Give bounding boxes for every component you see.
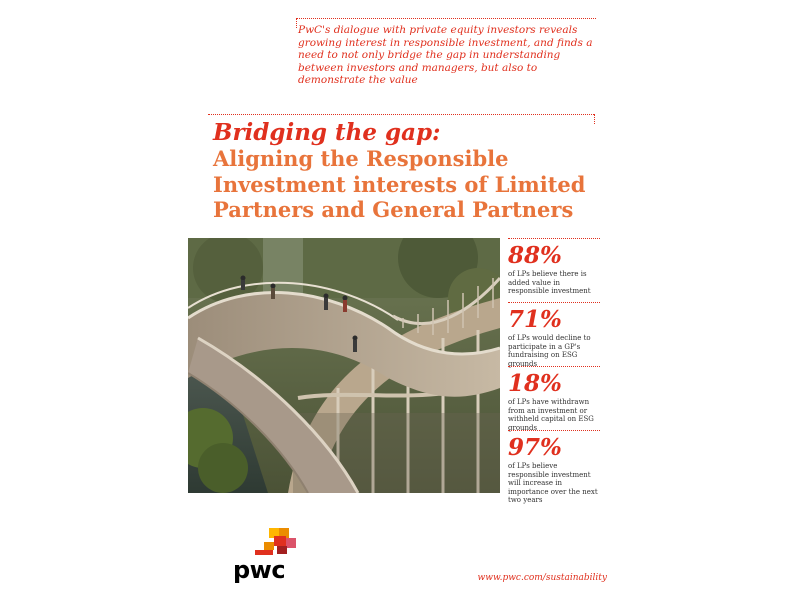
stat-value: 88%: [508, 242, 562, 269]
stat-description: of LPs believe there is added value in responsible investment: [508, 270, 591, 295]
stat-description: of LPs believe responsible investment will increase in importance over the next two years: [508, 462, 598, 504]
stat-description: of LPs would decline to participate in a GP's fundraising on ESG grounds: [508, 334, 591, 368]
logo-wordmark: pwc: [233, 556, 286, 584]
title-divider-tick: [594, 114, 595, 124]
intro-divider: [296, 18, 596, 19]
website-link[interactable]: www.pwc.com/sustainability: [477, 573, 607, 583]
page-subtitle: Aligning the Responsible Investment interests of Limited Partners and General Partners: [213, 146, 586, 222]
footbridge-illustration: [188, 238, 500, 493]
page-title: Bridging the gap:: [213, 119, 441, 146]
pwc-logo: [233, 528, 313, 588]
intro-divider-tick: [296, 18, 297, 28]
stat-block: [508, 366, 600, 432]
title-divider: [208, 114, 594, 115]
stat-block: [508, 302, 600, 368]
stat-description: of LPs have withdrawn from an investment or withheld capital on ESG grounds: [508, 398, 594, 432]
stat-block: [508, 238, 600, 296]
stat-value: 18%: [508, 370, 562, 397]
report-cover: [185, 0, 615, 600]
stat-block: [508, 430, 600, 505]
intro-text: PwC's dialogue with private equity investors reveals growing interest in responsible investment, and finds a need to not only bridge the gap in understanding between investors and managers, but also to demonstrate the value: [298, 24, 593, 86]
stat-value: 97%: [508, 434, 562, 461]
footbridge-photo: [188, 238, 500, 493]
stat-value: 71%: [508, 306, 562, 333]
